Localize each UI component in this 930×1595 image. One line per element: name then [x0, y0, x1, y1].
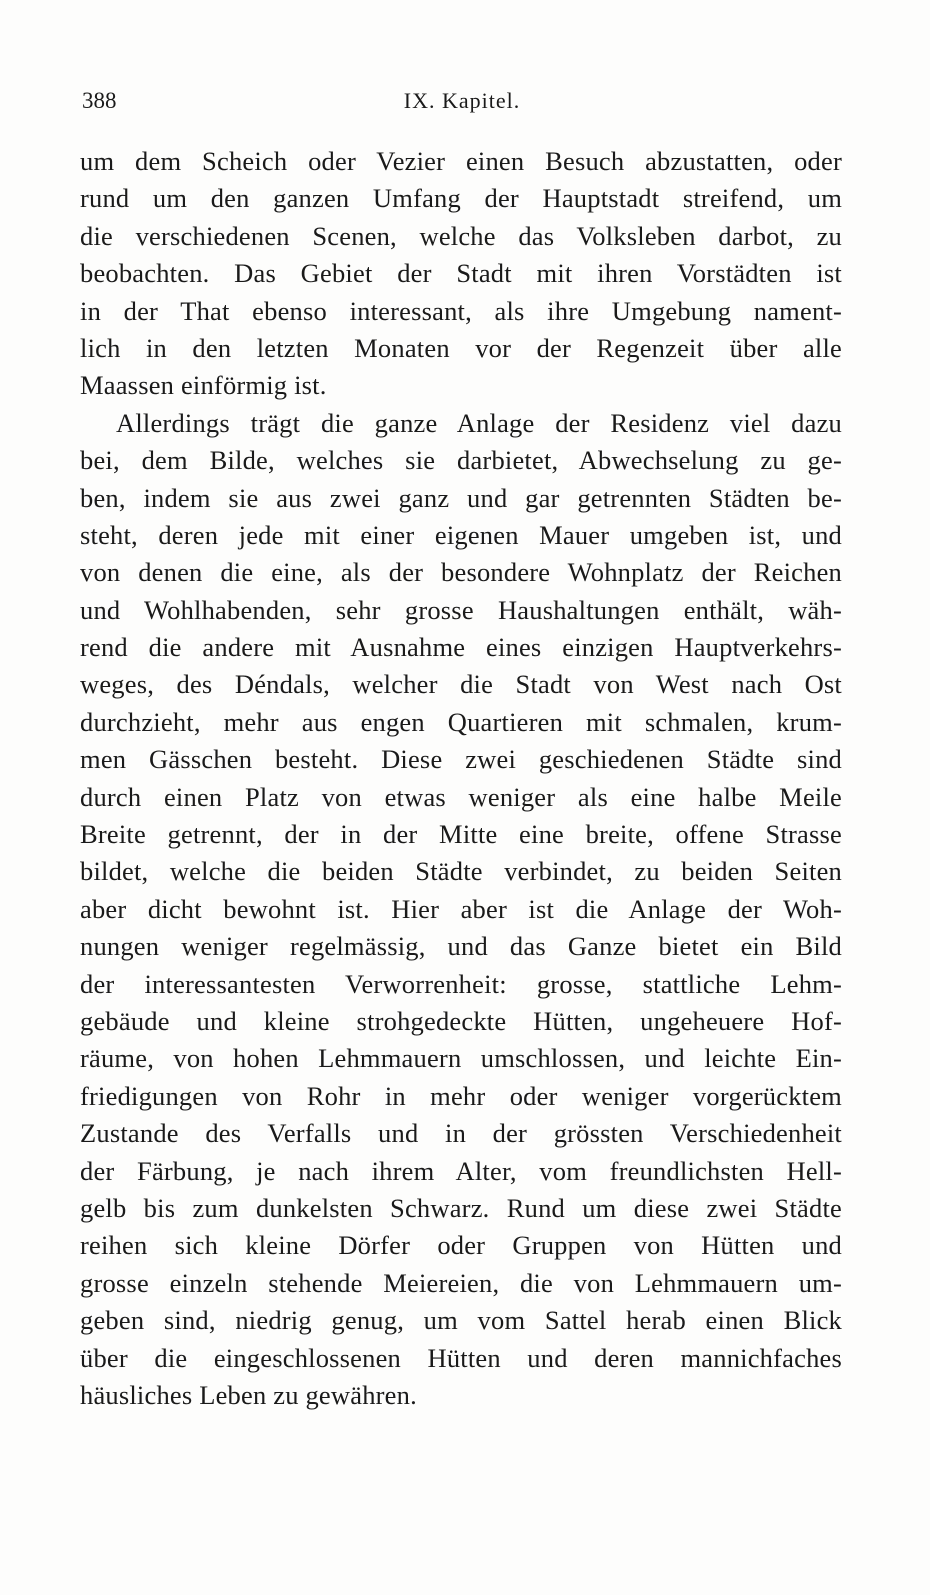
- body-text: [80, 143, 842, 1414]
- text-line: in der That ebenso interessant, als ihre Umgebung nament-: [80, 295, 842, 326]
- text-line: räume, von hohen Lehmmauern umschlossen, und leichte Ein-: [80, 1043, 842, 1074]
- paragraph-2: [80, 405, 842, 1415]
- text-line: friedigungen von Rohr in mehr oder weniger vorgerücktem: [80, 1080, 842, 1111]
- text-line: Maassen einförmig ist.: [80, 370, 327, 401]
- running-head: [82, 88, 842, 128]
- text-line: und Wohlhabenden, sehr grosse Haushaltungen enthält, wäh-: [80, 594, 842, 625]
- text-line: bildet, welche die beiden Städte verbindet, zu beiden Seiten: [80, 856, 842, 887]
- text-line: Zustande des Verfalls und in der grössten Verschiedenheit: [80, 1118, 842, 1149]
- text-line: von denen die eine, als der besondere Wohnplatz der Reichen: [80, 557, 842, 588]
- text-line: die verschiedenen Scenen, welche das Volksleben darbot, zu: [80, 220, 842, 251]
- text-line: der Färbung, je nach ihrem Alter, vom freundlichsten Hell-: [80, 1155, 842, 1186]
- text-line: grosse einzeln stehende Meiereien, die von Lehmmauern um-: [80, 1267, 842, 1298]
- text-line: weges, des Déndals, welcher die Stadt von West nach Ost: [80, 669, 842, 700]
- text-line: reihen sich kleine Dörfer oder Gruppen von Hütten und: [80, 1230, 842, 1261]
- text-line: gelb bis zum dunkelsten Schwarz. Rund um diese zwei Städte: [80, 1192, 842, 1223]
- text-line: men Gässchen besteht. Diese zwei geschiedenen Städte sind: [80, 744, 842, 775]
- page-number: 388: [82, 88, 117, 113]
- text-line: aber dicht bewohnt ist. Hier aber ist die Anlage der Woh-: [80, 893, 842, 924]
- text-line: beobachten. Das Gebiet der Stadt mit ihren Vorstädten ist: [80, 258, 842, 289]
- text-line: gebäude und kleine strohgedeckte Hütten, ungeheuere Hof-: [80, 1005, 842, 1036]
- text-line: durchzieht, mehr aus engen Quartieren mit schmalen, krum-: [80, 706, 842, 737]
- text-line: bei, dem Bilde, welches sie darbietet, Abwechselung zu ge-: [80, 445, 842, 476]
- text-line: rend die andere mit Ausnahme eines einzigen Hauptverkehrs-: [80, 632, 842, 663]
- chapter-title: IX. Kapitel.: [403, 88, 521, 113]
- text-line: rund um den ganzen Umfang der Hauptstadt streifend, um: [80, 183, 842, 214]
- text-line: ben, indem sie aus zwei ganz und gar getrennten Städten be-: [80, 482, 842, 513]
- text-line: nungen weniger regelmässig, und das Ganze bietet ein Bild: [80, 931, 842, 962]
- text-line: häusliches Leben zu gewähren.: [80, 1379, 417, 1410]
- text-line: durch einen Platz von etwas weniger als eine halbe Meile: [80, 781, 842, 812]
- text-line: um dem Scheich oder Vezier einen Besuch abzustatten, oder: [80, 146, 842, 176]
- text-line: Breite getrennt, der in der Mitte eine breite, offene Strasse: [80, 819, 842, 850]
- text-line: über die eingeschlossenen Hütten und deren mannichfaches: [80, 1342, 842, 1373]
- text-line: Allerdings trägt die ganze Anlage der Residenz viel dazu: [116, 407, 842, 438]
- text-line: geben sind, niedrig genug, um vom Sattel herab einen Blick: [80, 1305, 842, 1336]
- text-line: lich in den letzten Monaten vor der Regenzeit über alle: [80, 332, 842, 363]
- text-line: steht, deren jede mit einer eigenen Mauer umgeben ist, und: [80, 519, 842, 550]
- text-line: der interessantesten Verworrenheit: grosse, stattliche Lehm-: [80, 968, 842, 999]
- paragraph-1: [80, 143, 842, 405]
